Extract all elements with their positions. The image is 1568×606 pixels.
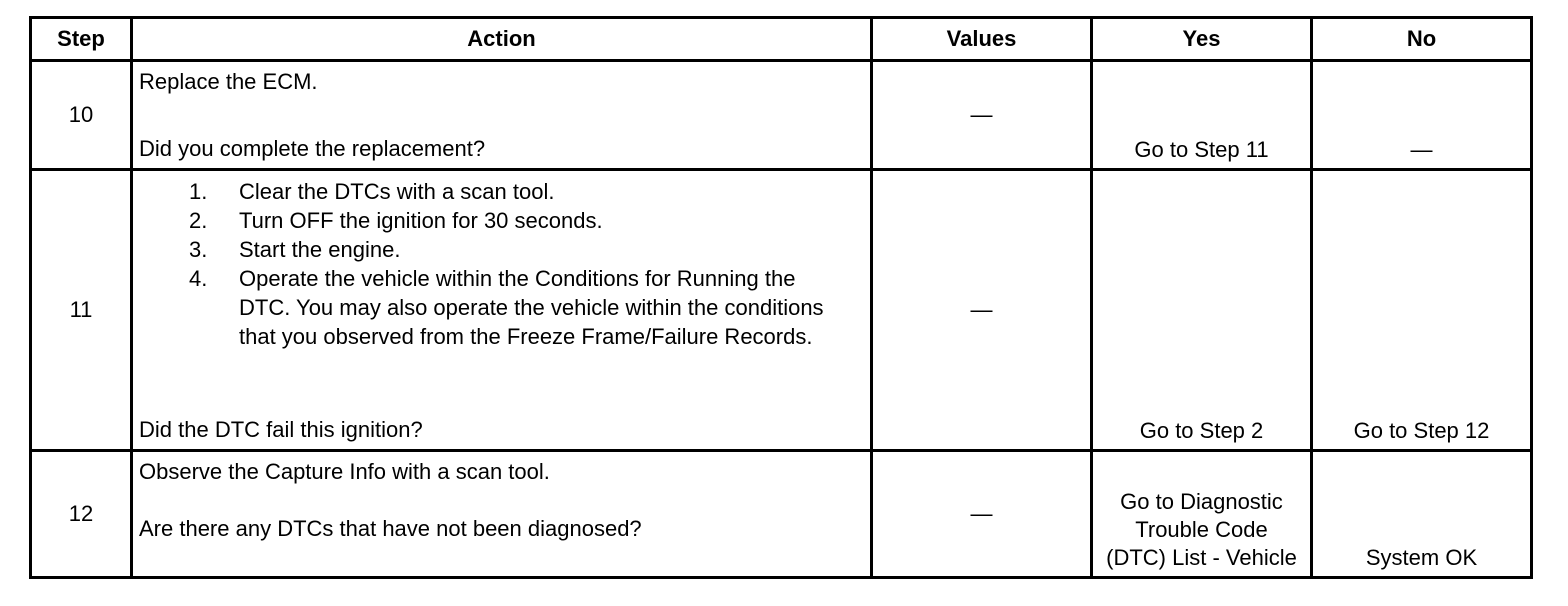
step-number: 11	[31, 170, 132, 451]
action-question: Are there any DTCs that have not been diagnosed?	[139, 516, 642, 541]
action-intro: Replace the ECM.	[139, 69, 318, 94]
no-cell: System OK	[1312, 451, 1532, 578]
diagnostic-table	[29, 16, 1533, 579]
action-question: Did you complete the replacement?	[139, 136, 486, 161]
no-cell: Go to Step 12	[1312, 170, 1532, 451]
header-step: Step	[31, 18, 132, 61]
procedure-item: Start the engine.	[239, 237, 401, 262]
procedure-item: Turn OFF the ignition for 30 seconds.	[239, 208, 603, 233]
action-cell	[132, 61, 872, 170]
values-cell: —	[872, 451, 1092, 578]
header-yes: Yes	[1092, 18, 1312, 61]
procedure-item: Clear the DTCs with a scan tool.	[239, 179, 555, 204]
action-question: Did the DTC fail this ignition?	[139, 417, 423, 442]
header-action: Action	[132, 18, 872, 61]
no-cell: —	[1312, 61, 1532, 170]
values-cell: —	[872, 61, 1092, 170]
step-number: 10	[31, 61, 132, 170]
yes-cell: Go to Step 11	[1092, 61, 1312, 170]
step-number: 12	[31, 451, 132, 578]
procedure-item: Operate the vehicle within the Conditions for Running the DTC. You may also operate the vehicle within the conditions that you observed from the Freeze Frame/Failure Records.	[239, 266, 824, 349]
header-values: Values	[872, 18, 1092, 61]
table-row-step-12	[31, 451, 1532, 578]
yes-cell: Go to Step 2	[1092, 170, 1312, 451]
table-row-step-11	[31, 170, 1532, 451]
action-cell	[132, 451, 872, 578]
values-cell: —	[872, 170, 1092, 451]
yes-cell: Go to Diagnostic Trouble Code (DTC) List - Vehicle	[1092, 451, 1312, 578]
procedure-list	[139, 177, 864, 351]
action-intro: Observe the Capture Info with a scan tool.	[139, 459, 550, 484]
action-cell	[132, 170, 872, 451]
header-no: No	[1312, 18, 1532, 61]
table-row-step-10	[31, 61, 1532, 170]
header-row	[31, 18, 1532, 61]
